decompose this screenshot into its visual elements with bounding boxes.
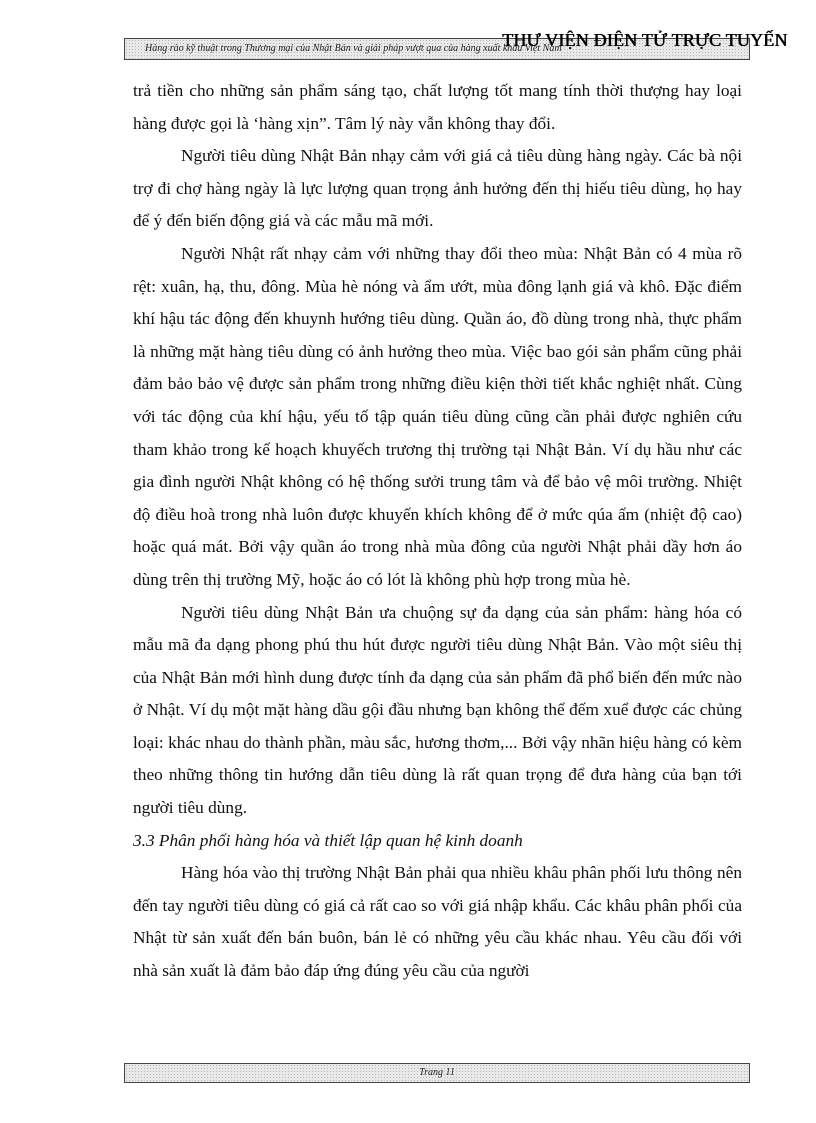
body-paragraph: Người Nhật rất nhạy cảm với những thay đổi theo mùa: Nhật Bản có 4 mùa rõ rệt: xuân, hạ, thu, đông. Mùa hè nóng và ẩm ướt, mùa đông lạnh giá và khô. Đặc điểm khí hậu tác động đến khuynh hướng tiêu dùng. Quần áo, đồ dùng trong nhà, thực phẩm là những mặt hàng tiêu dùng có ảnh hưởng theo mùa. Việc bao gói sản phẩm cũng phải đảm bảo bảo vệ được sản phẩm trong những điều kiện thời tiết khắc nghiệt nhất. Cùng với tác động của khí hậu, yếu tố tập quán tiêu dùng cũng cần phải được nghiên cứu tham khảo trong kế hoạch khuyếch trương thị trường tại Nhật Bản. Ví dụ hầu như các gia đình người Nhật không có hệ thống sưởi trung tâm và để bảo vệ môi trường. Nhiệt độ điều hoà trong nhà luôn được khuyến khích không để ở mức qúa ấm (nhiệt độ cao) hoặc quá mát. Bởi vậy quần áo trong nhà mùa đông của người Nhật phải dầy hơn áo dùng trên thị trường Mỹ, hoặc áo có lót là không phù hợp trong mùa hè.: [133, 243, 742, 589]
page-footer-bar: [124, 1063, 750, 1083]
section-heading: 3.3 Phân phối hàng hóa và thiết lập quan hệ kinh doanh: [133, 830, 523, 850]
body-paragraph: Người tiêu dùng Nhật Bản nhạy cảm với giá cả tiêu dùng hàng ngày. Các bà nội trợ đi chợ hàng ngày là lực lượng quan trọng ảnh hưởng đến thị hiếu tiêu dùng, họ hay để ý đến biến động giá và các mẫu mã mới.: [133, 146, 742, 231]
body-paragraph: Người tiêu dùng Nhật Bản ưa chuộng sự đa dạng của sản phẩm: hàng hóa có mẫu mã đa dạng phong phú thu hút được người tiêu dùng Nhật Bản. Vào một siêu thị của Nhật Bản mới hình dung được tính đa dạng của sản phẩm đã phổ biến đến mức nào ở Nhật. Ví dụ một mặt hàng dầu gội đầu nhưng bạn không thể đếm xuể được các chủng loại: khác nhau do thành phần, màu sắc, hương thơm,... Bởi vậy nhãn hiệu hàng có kèm theo những thông tin hướng dẫn tiêu dùng là rất quan trọng để đưa hàng của bạn tới người tiêu dùng.: [133, 602, 742, 818]
library-watermark: THƯ VIỆN ĐIỆN TỬ TRỰC TUYẾN: [502, 30, 788, 50]
page-body: [133, 75, 742, 988]
body-paragraph: trả tiền cho những sản phẩm sáng tạo, chất lượng tốt mang tính thời thượng hay loại hàng được gọi là ‘hàng xịn”. Tâm lý này vẫn không thay đổi.: [133, 81, 742, 133]
body-paragraph: Hàng hóa vào thị trường Nhật Bản phải qua nhiều khâu phân phối lưu thông nên đến tay người tiêu dùng có giá cả rất cao so với giá nhập khẩu. Các khâu phân phối của Nhật từ sản xuất đến bán buôn, bán lẻ có những yêu cầu khác nhau. Yêu cầu đối với nhà sản xuất là đảm bảo đáp ứng đúng yêu cầu của người: [133, 863, 742, 981]
page-number: Trang 11: [419, 1067, 455, 1078]
running-header-title: Hàng rào kỹ thuật trong Thương mại của Nhật Bản và giải pháp vượt qua của hàng xuất khẩu Việt Nam: [145, 43, 562, 54]
